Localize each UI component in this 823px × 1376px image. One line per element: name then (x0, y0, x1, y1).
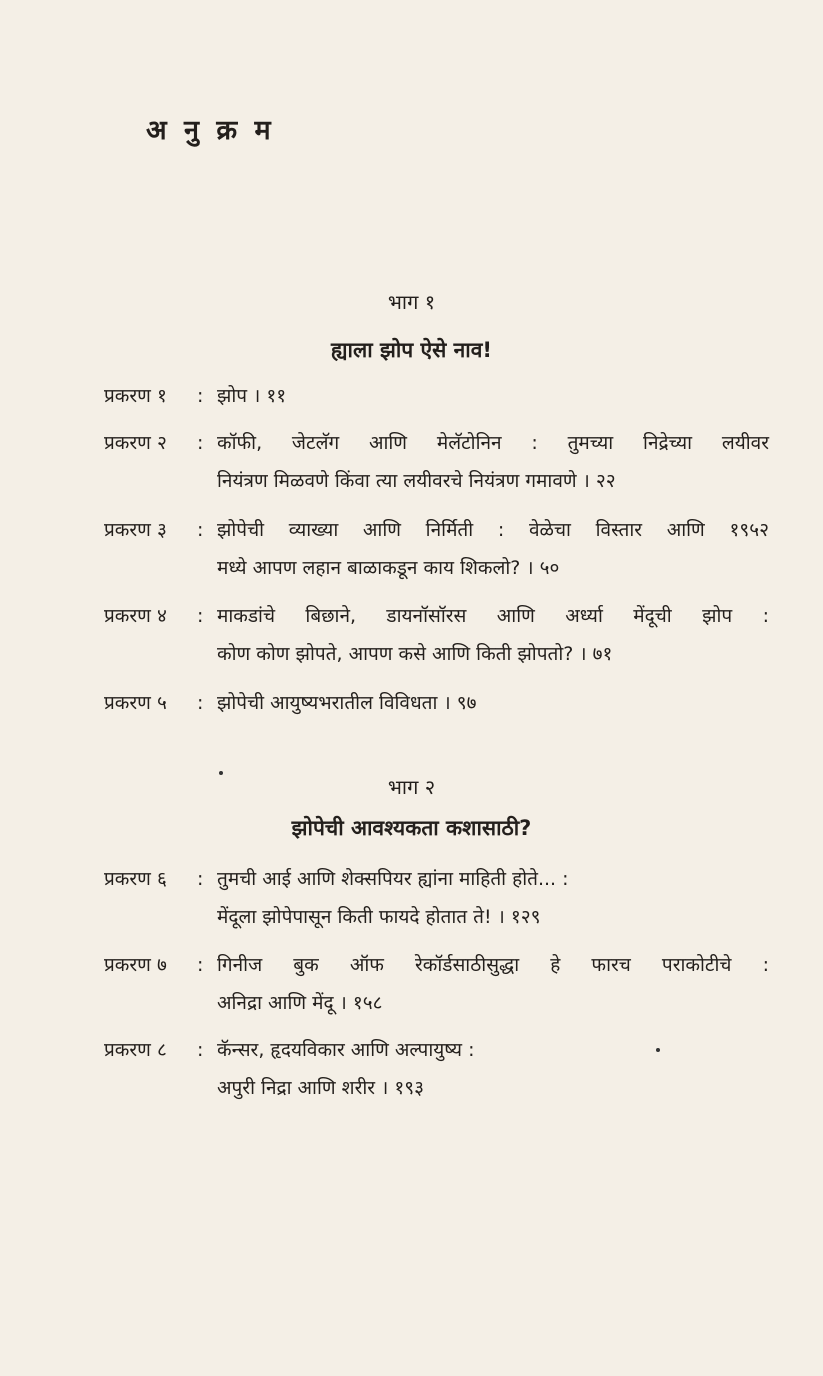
chapter-line: अपुरी निद्रा आणि शरीर । १९३ (217, 1077, 424, 1099)
chapter-line: नियंत्रण मिळवणे किंवा त्या लयीवरचे नियंत्रण गमावणे । २२ (217, 470, 616, 492)
part-2-title: झोपेची आवश्यकता कशासाठी? (291, 816, 532, 840)
chapter-label: प्रकरण १ (104, 385, 167, 407)
toc-page: अ नु क्र म भाग १ ह्याला झोप ऐसे नाव! प्रकरण १ : झोप । ११ प्रकरण २ : कॉफी, जेटलॅग आणि मेलॅटोनिन : तुमच्या निद्रेच्या लयीवर नियंत्रण मिळवणे किंवा त्या लयीवरचे नियंत्रण गमावणे । २२ प्रकरण ३ : झोपेची व्याख्या आणि निर्मिती : वेळेचा विस्तार आणि १९५२ मध्ये आपण लहान बाळाकडून काय शिकलो? । ५० प्रकरण ४ : माकडांचे बिछाने, डायनॉसॉरस आणि अर्ध्या मेंदूची झोप : कोण कोण झोपते, आपण कसे आणि किती झोपतो? । ७१ प्रकरण ५ : झोपेची आयुष्यभरातील विविधता । ९७ भाग २ झोपेची आवश्यकता कशासाठी? प्रकरण ६ : तुमची आई आणि शेक्सपियर ह्यांना माहिती होते... : मेंदूला झोपेपासून किती फायदे होतात ते! । १२९ प्रकरण ७ : गिनीज बुक ऑफ रेकॉर्डसाठीसुद्धा हे फारच पराकोटीचे : अनिद्रा आणि मेंदू । १५८ प्रकरण ८ : कॅन्सर, हृदयविकार आणि अल्पायुष्य : अपुरी निद्रा आणि शरीर । १९३ (0, 0, 823, 1376)
chapter-label: प्रकरण ७ (104, 954, 167, 976)
chapter-line: तुमची आई आणि शेक्सपियर ह्यांना माहिती होते... : (217, 868, 569, 890)
chapter-label: प्रकरण ५ (104, 692, 167, 714)
ink-speck (656, 1048, 660, 1052)
chapter-line: कॉफी, जेटलॅग आणि मेलॅटोनिन : तुमच्या निद्रेच्या लयीवर (217, 432, 769, 454)
chapter-line: झोपेची व्याख्या आणि निर्मिती : वेळेचा विस्तार आणि १९५२ (217, 519, 769, 541)
chapter-line: माकडांचे बिछाने, डायनॉसॉरस आणि अर्ध्या मेंदूची झोप : (217, 605, 769, 627)
part-1-title: ह्याला झोप ऐसे नाव! (331, 338, 492, 362)
ink-speck (219, 771, 223, 775)
chapter-line: अनिद्रा आणि मेंदू । १५८ (217, 992, 383, 1014)
chapter-line: झोपेची आयुष्यभरातील विविधता । ९७ (217, 692, 477, 714)
part-2-label: भाग २ (387, 775, 436, 799)
part-1-label: भाग १ (387, 290, 436, 314)
chapter-line: गिनीज बुक ऑफ रेकॉर्डसाठीसुद्धा हे फारच पराकोटीचे : (217, 954, 769, 976)
chapter-line: मध्ये आपण लहान बाळाकडून काय शिकलो? । ५० (217, 557, 560, 579)
chapter-label: प्रकरण ६ (104, 868, 167, 890)
chapter-label: प्रकरण ४ (104, 605, 167, 627)
chapter-label: प्रकरण ३ (104, 519, 167, 541)
toc-heading: अ नु क्र म (146, 115, 275, 146)
chapter-line: झोप । ११ (217, 385, 287, 407)
chapter-label: प्रकरण २ (104, 432, 167, 454)
chapter-line: कोण कोण झोपते, आपण कसे आणि किती झोपतो? । ७१ (217, 643, 613, 665)
chapter-line: मेंदूला झोपेपासून किती फायदे होतात ते! । १२९ (217, 906, 541, 928)
chapter-label: प्रकरण ८ (104, 1039, 167, 1061)
chapter-line: कॅन्सर, हृदयविकार आणि अल्पायुष्य : (217, 1039, 475, 1061)
